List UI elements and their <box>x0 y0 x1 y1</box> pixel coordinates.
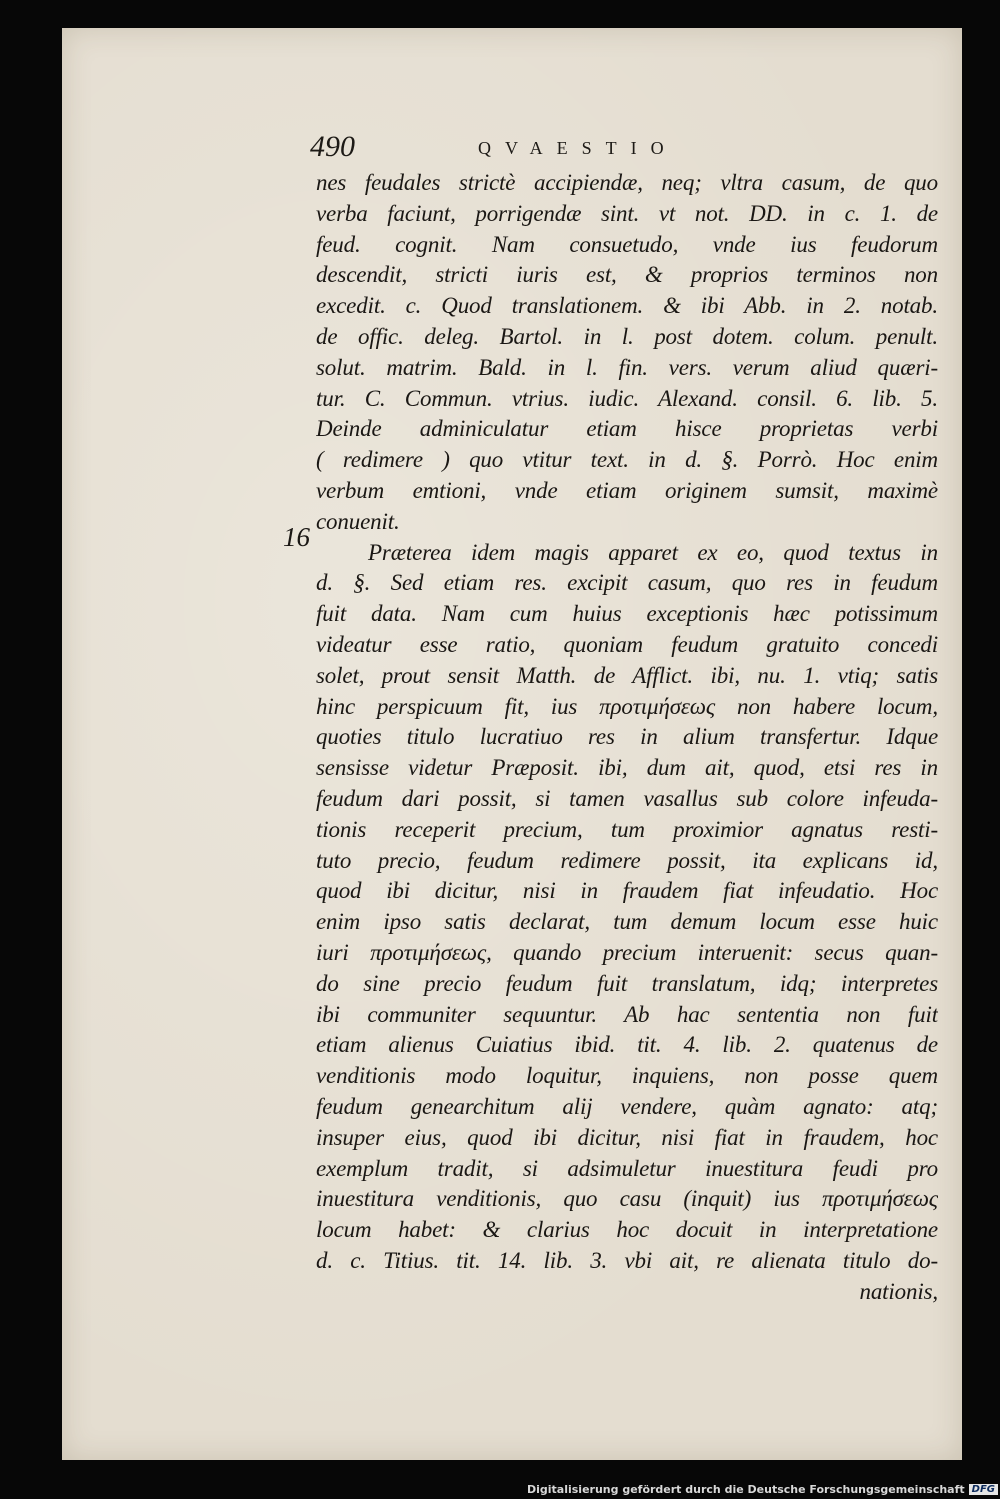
dfg-logo-icon: DFG <box>969 1484 998 1495</box>
body-text <box>316 168 938 1307</box>
text-line: ( redimere ) quo vtitur text. in d. §. Porrò. Hoc enim <box>316 447 938 473</box>
text-line: feud. cognit. Nam consuetudo, vnde ius feudorum <box>316 231 938 257</box>
text-line: etiam alienus Cuiatius ibid. tit. 4. lib. 2. quatenus de <box>316 1032 938 1058</box>
text-line: nes feudales strictè accipiendæ, neq; vltra casum, de quo <box>316 170 938 195</box>
text-line: enim ipso satis declarat, tum demum locum esse huic <box>316 909 938 935</box>
running-title: QVAESTIO <box>478 138 678 158</box>
text-line: Deinde adminiculatur etiam hisce proprietas verbi <box>316 416 938 442</box>
footer-bar <box>526 1479 1000 1499</box>
text-line: iuri προτιμήσεως, quando precium interuenit: secus quan- <box>316 939 938 965</box>
text-line: solet, prout sensit Matth. de Afflict. ibi, nu. 1. vtiq; satis <box>316 662 938 688</box>
text-line: ibi communiter sequuntur. Ab hac sententia non fuit <box>316 1001 938 1027</box>
text-line: hinc perspicuum fit, ius προτιμήσεως non habere locum, <box>316 693 938 719</box>
text-line: Præterea idem magis apparet ex eo, quod textus in <box>368 539 938 565</box>
text-line: sensisse videtur Præposit. ibi, dum ait, quod, etsi res in <box>316 755 938 781</box>
text-line: feudum dari possit, si tamen vasallus sub colore infeuda- <box>316 785 938 811</box>
page-header <box>310 130 950 164</box>
text-line: do sine precio feudum fuit translatum, idq; interpretes <box>316 970 938 996</box>
text-line: fuit data. Nam cum huius exceptionis hæc potissimum <box>316 601 938 627</box>
text-line: excedit. c. Quod translationem. & ibi Abb. in 2. notab. <box>316 293 938 319</box>
text-line: quoties titulo lucratiuo res in alium transfertur. Idque <box>316 724 938 750</box>
text-line: de offic. deleg. Bartol. in l. post dotem. colum. penult. <box>316 323 938 349</box>
text-line: d. c. Titius. tit. 14. lib. 3. vbi ait, re alienata titulo do- <box>316 1247 938 1273</box>
text-line: tionis receperit precium, tum proximior agnatus resti- <box>316 816 938 842</box>
page-number: 490 <box>310 130 355 163</box>
text-line: verbum emtioni, vnde etiam originem sumsit, maximè <box>316 477 938 503</box>
margin-note-number: 16 <box>283 522 310 552</box>
text-line: insuper eius, quod ibi dicitur, nisi fiat in fraudem, hoc <box>316 1124 938 1150</box>
footer-credit: Digitalisierung gefördert durch die Deutsche Forschungsgemeinschaft <box>526 1482 965 1496</box>
text-line: d. §. Sed etiam res. excipit casum, quo res in feudum <box>316 570 938 596</box>
text-line: feudum genearchitum alij vendere, quàm agnato: atq; <box>316 1093 938 1119</box>
text-line: inuestitura venditionis, quo casu (inquit) ius προτιμήσεως <box>316 1186 938 1212</box>
text-line: nationis, <box>859 1278 938 1304</box>
text-line: descendit, stricti iuris est, & proprios terminos non <box>316 262 938 288</box>
text-line: conuenit. <box>316 508 400 534</box>
text-line: quod ibi dicitur, nisi in fraudem fiat infeudatio. Hoc <box>316 878 938 904</box>
text-line: videatur esse ratio, quoniam feudum gratuito concedi <box>316 631 938 657</box>
text-line: exemplum tradit, si adsimuletur inuestitura feudi pro <box>316 1155 938 1181</box>
text-line: solut. matrim. Bald. in l. fin. vers. verum aliud quæri- <box>316 354 938 380</box>
text-line: tuto precio, feudum redimere possit, ita explicans id, <box>316 847 938 873</box>
text-line: venditionis modo loquitur, inquiens, non posse quem <box>316 1063 938 1089</box>
text-line: locum habet: & clarius hoc docuit in interpretatione <box>316 1217 938 1243</box>
text-line: tur. C. Commun. vtrius. iudic. Alexand. consil. 6. lib. 5. <box>316 385 938 411</box>
text-line: verba faciunt, porrigendæ sint. vt not. DD. in c. 1. de <box>316 200 938 226</box>
